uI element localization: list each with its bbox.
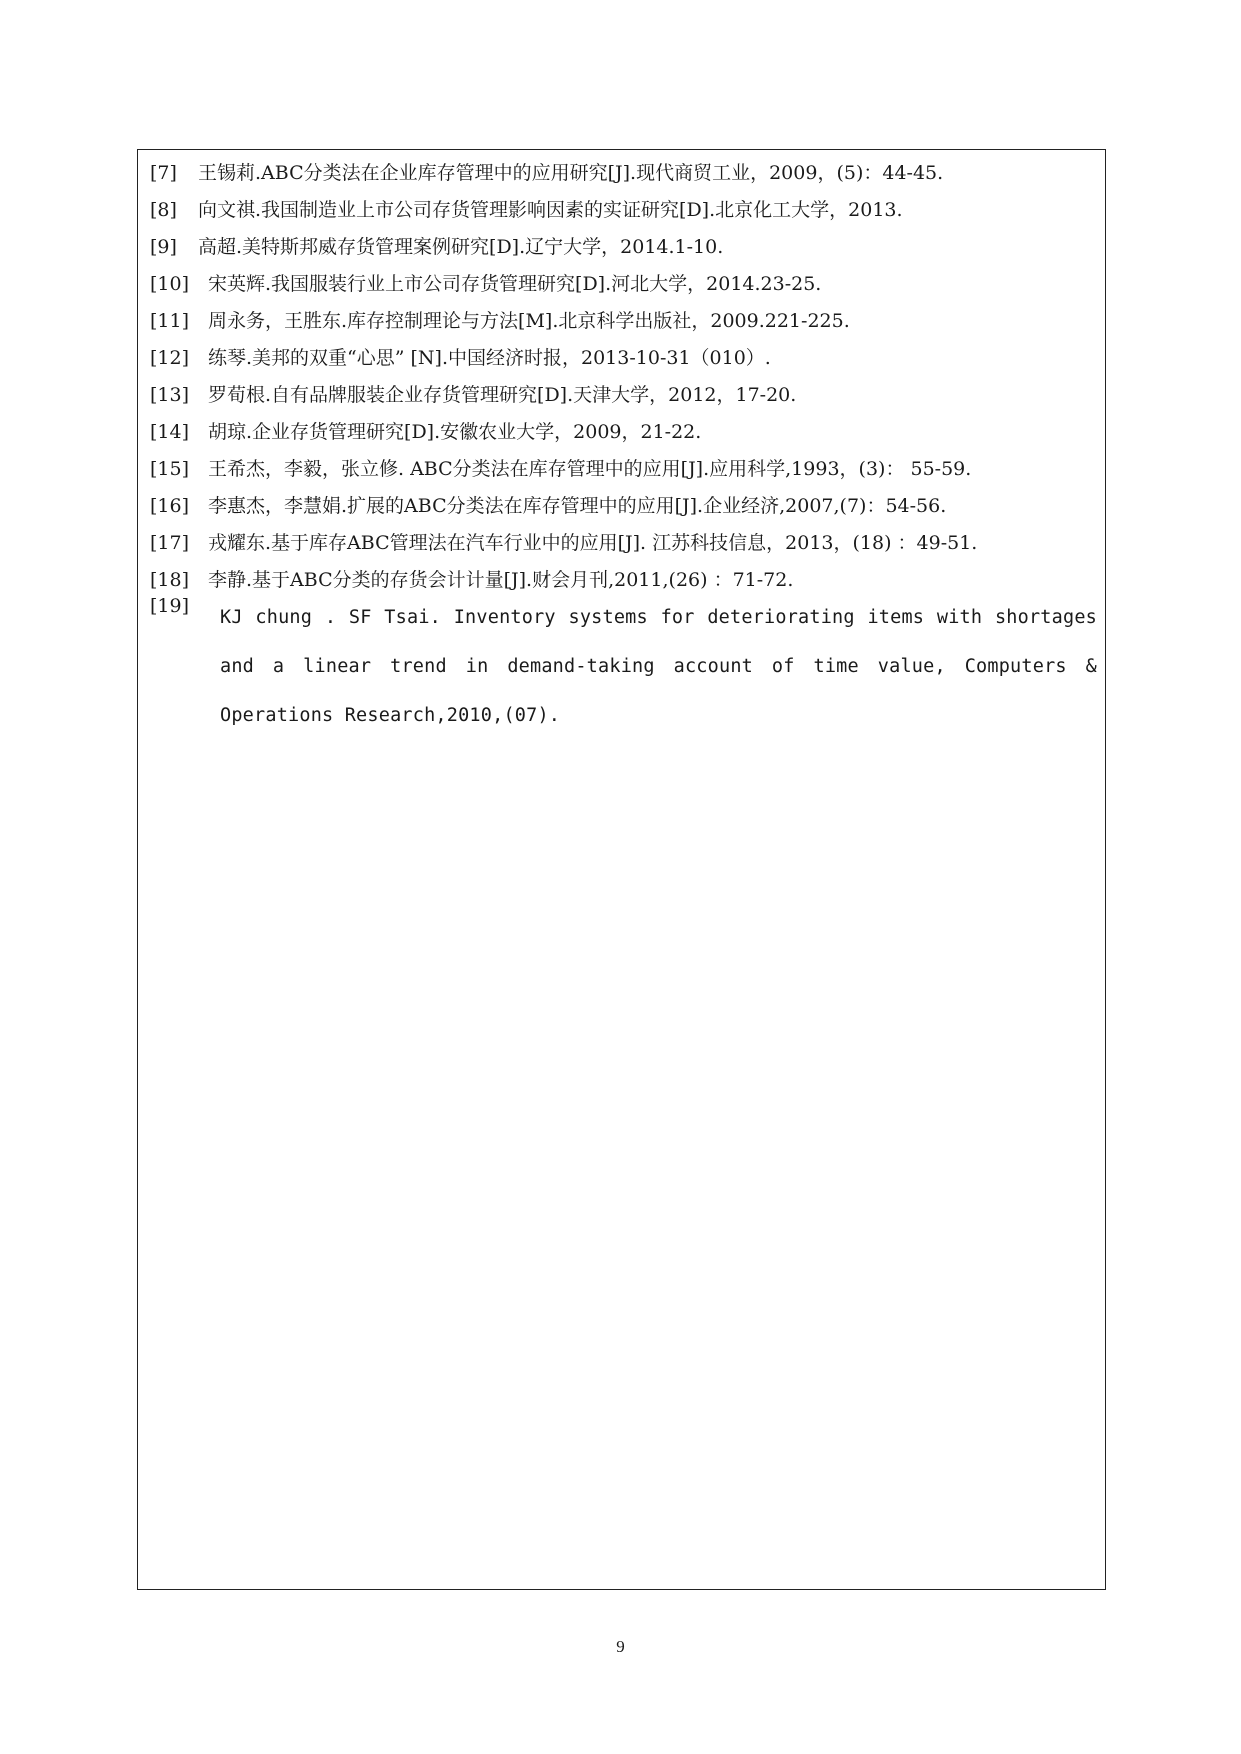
reference-number: [14]	[150, 421, 190, 443]
reference-text: 李惠杰，李慧娟.扩展的ABC分类法在库存管理中的应用[J].企业经济,2007,(7)：54-56.	[208, 495, 947, 517]
page-number: 9	[616, 1637, 625, 1656]
reference-list	[150, 160, 1097, 740]
document-frame	[137, 149, 1106, 1590]
reference-item	[150, 456, 1097, 493]
reference-number: [11]	[150, 310, 190, 332]
reference-number: [17]	[150, 532, 190, 554]
reference-number: [19]	[150, 595, 190, 617]
reference-item	[150, 160, 1097, 197]
reference-item	[150, 345, 1097, 382]
reference-number: [16]	[150, 495, 190, 517]
reference-number: [9]	[150, 236, 177, 258]
reference-number: [12]	[150, 347, 190, 369]
reference-number: [8]	[150, 199, 177, 221]
reference-item	[150, 308, 1097, 345]
reference-text: 戎耀东.基于库存ABC管理法在汽车行业中的应用[J]. 江苏科技信息，2013，(18) ：49-51.	[208, 532, 978, 554]
reference-text: 周永务，王胜东.库存控制理论与方法[M].北京科学出版社，2009.221-225.	[208, 310, 850, 332]
reference-item	[150, 530, 1097, 567]
reference-text: 向文祺.我国制造业上市公司存货管理影响因素的实证研究[D].北京化工大学，2013.	[198, 199, 903, 221]
reference-number: [18]	[150, 569, 190, 591]
reference-item	[150, 234, 1097, 271]
reference-number: [15]	[150, 458, 190, 480]
reference-text: 胡琼.企业存货管理研究[D].安徽农业大学，2009，21-22.	[208, 421, 702, 443]
reference-number: [7]	[150, 162, 177, 184]
reference-text: 宋英辉.我国服装行业上市公司存货管理研究[D].河北大学，2014.23-25.	[208, 273, 822, 295]
reference-item	[150, 593, 1097, 740]
reference-number: [10]	[150, 273, 190, 295]
reference-text: 罗荀根.自有品牌服装企业存货管理研究[D].天津大学，2012，17-20.	[208, 384, 797, 406]
reference-text: 练琴.美邦的双重“心思” [N].中国经济时报，2013-10-31（010）.	[208, 347, 771, 369]
reference-text: 李静.基于ABC分类的存货会计计量[J].财会月刊,2011,(26) ：71-72.	[208, 569, 794, 591]
reference-text: KJ chung . SF Tsai. Inventory systems for deteriorating items with shortages and a linear trend in demand-taking account of time value, Computers & Operations Research,2010,(07).	[220, 607, 1097, 726]
reference-item	[150, 197, 1097, 234]
reference-item	[150, 419, 1097, 456]
reference-number: [13]	[150, 384, 190, 406]
reference-item	[150, 493, 1097, 530]
reference-item	[150, 382, 1097, 419]
reference-text: 王锡莉.ABC分类法在企业库存管理中的应用研究[J].现代商贸工业，2009，(5)：44-45.	[198, 162, 944, 184]
reference-item	[150, 271, 1097, 308]
reference-text: 王希杰，李毅，张立修. ABC分类法在库存管理中的应用[J].应用科学,1993，(3)： 55-59.	[208, 458, 972, 480]
reference-text: 高超.美特斯邦威存货管理案例研究[D].辽宁大学，2014.1-10.	[198, 236, 724, 258]
